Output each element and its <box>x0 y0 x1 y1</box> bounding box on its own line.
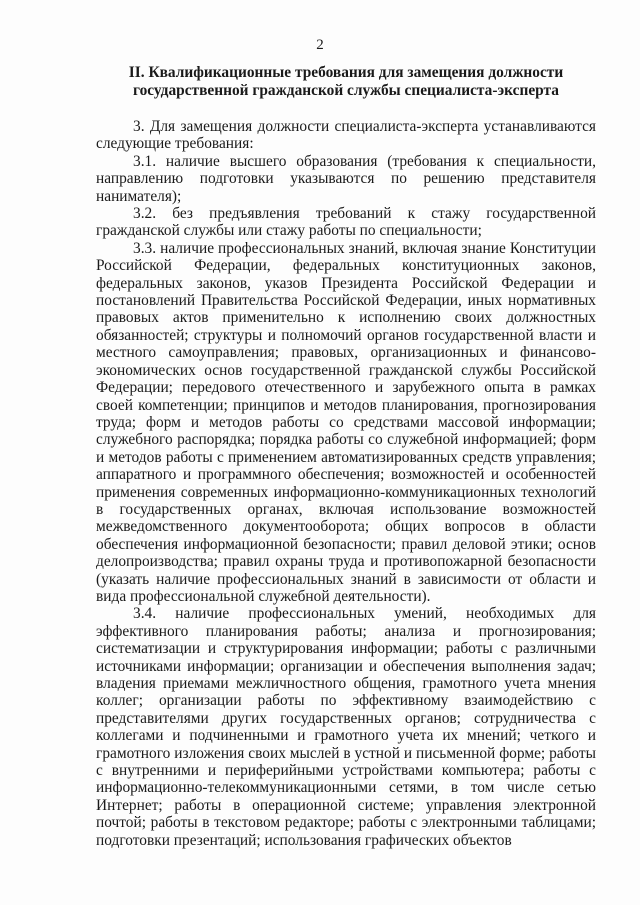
paragraph-3: 3. Для замещения должности специалиста-эксперта устанавливаются следующие требования: <box>96 118 596 153</box>
section-title-line-2: государственной гражданской службы специалиста-эксперта <box>133 82 559 99</box>
page-number: 2 <box>316 37 324 53</box>
paragraph-3-3: 3.3. наличие профессиональных знаний, включая знание Конституции Российской Федерации, федеральных конституционных законов, федеральных законов, указов Президента Российской Федерации и постановлений Правительства Российской Федерации, иных нормативных правовых актов применительно к исполнению своих должностных обязанностей; структуры и полномочий органов государственной власти и местного самоуправления; правовых, организационных и финансово-экономических основ государственной гражданской службы Российской Федерации; передового отечественного и зарубежного опыта в рамках своей компетенции; принципов и методов планирования, прогнозирования труда; форм и методов работы со средствами массовой информации; служебного распорядка; порядка работы со служебной информацией; форм и методов работы с применением автоматизированных средств управления; аппаратного и программного обеспечения; возможностей и особенностей применения современных информационно-коммуникационных технологий в государственных органах, включая использование возможностей межведомственного документооборота; общих вопросов в области обеспечения информационной безопасности; правил деловой этики; основ делопроизводства; правил охраны труда и противопожарной безопасности (указать наличие профессиональных знаний в зависимости от области и вида профессиональной служебной деятельности). <box>96 239 596 605</box>
paragraph-3-2: 3.2. без предъявления требований к стажу государственной гражданской службы или стажу работы по специальности; <box>96 205 596 240</box>
paragraph-3-1: 3.1. наличие высшего образования (требования к специальности, направлению подготовки указываются по решению представителя нанимателя); <box>96 152 596 205</box>
section-title-line-1: II. Квалификационные требования для замещения должности <box>128 64 564 81</box>
document-body <box>96 118 596 849</box>
paragraph-3-4: 3.4. наличие профессиональных умений, необходимых для эффективного планирования работы; анализа и прогнозирования; систематизации и структурирования информации; работы с различными источниками информации; организации и обеспечения выполнения задач; владения приемами межличностного общения, грамотного учета мнения коллег; организации работы по эффективному взаимодействию с представителями других государственных органов; сотрудничества с коллегами и подчиненными и грамотного учета их мнений; четкого и грамотного изложения своих мыслей в устной и письменной форме; работы с внутренними и периферийными устройствами компьютера; работы с информационно-телекоммуникационными сетями, в том числе сетью Интернет; работы в операционной системе; управления электронной почтой; работы в текстовом редакторе; работы с электронными таблицами; подготовки презентаций; использования графических объектов <box>96 605 596 849</box>
section-title <box>96 64 596 100</box>
